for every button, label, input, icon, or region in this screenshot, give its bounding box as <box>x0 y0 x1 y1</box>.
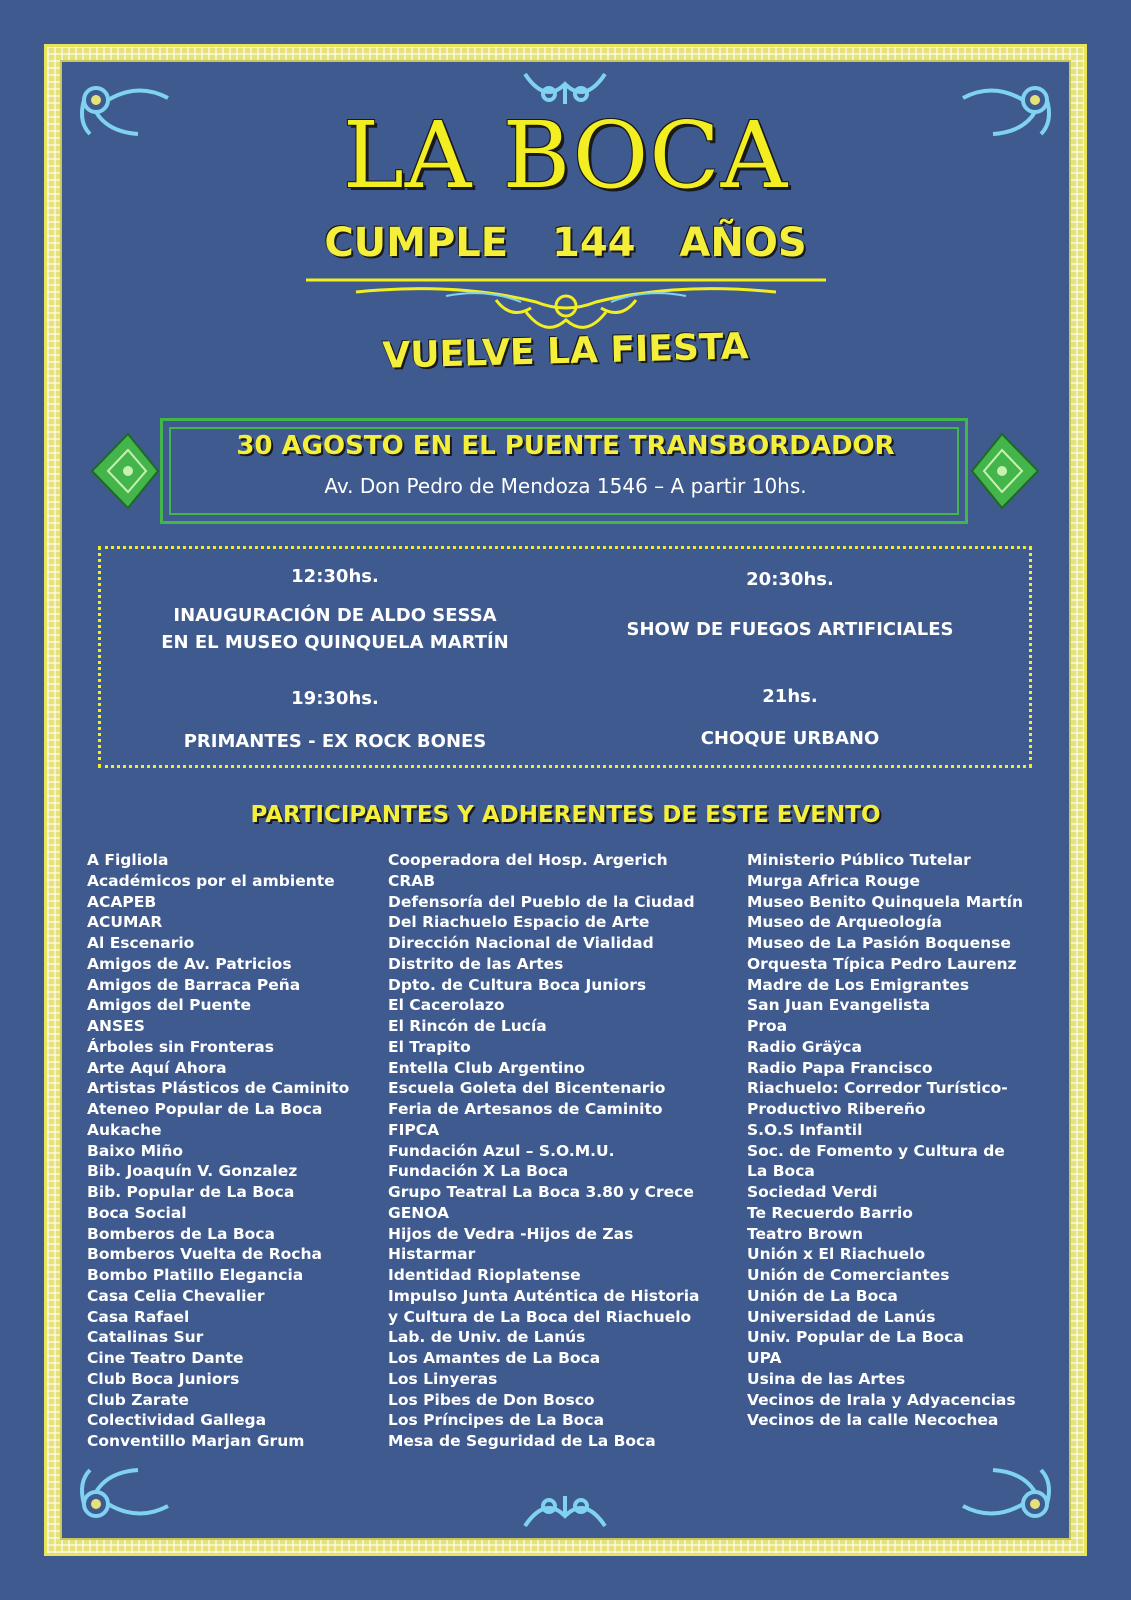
participants-column-2 <box>388 850 699 1452</box>
schedule-activity-line: PRIMANTES - EX ROCK BONES <box>183 731 487 752</box>
participant-item: Mesa de Seguridad de La Boca <box>388 1432 656 1450</box>
participant-item: Unión de Comerciantes <box>747 1266 950 1284</box>
participant-item: FIPCA <box>388 1120 440 1139</box>
event-date-location: 30 AGOSTO EN EL PUENTE TRANSBORDADOR <box>236 431 895 461</box>
participant-item: Murga Africa Rouge <box>747 871 921 890</box>
participant-item: Unión de La Boca <box>747 1286 898 1305</box>
participant-item: Arte Aquí Ahora <box>87 1058 227 1077</box>
participant-item: Univ. Popular de La Boca <box>747 1328 964 1347</box>
schedule-activity-line: SHOW DE FUEGOS ARTIFICIALES <box>626 619 954 640</box>
participant-item: Te Recuerdo Barrio <box>747 1203 913 1222</box>
participant-item: Vecinos de la calle Necochea <box>747 1411 999 1430</box>
participant-item: Amigos de Av. Patricios <box>87 954 292 973</box>
participant-item: Museo de Arqueología <box>747 913 943 932</box>
participant-item: CRAB <box>388 871 436 890</box>
participant-item: Dirección Nacional de Vialidad <box>388 934 654 952</box>
participant-item: Teatro Brown <box>747 1224 864 1243</box>
participant-item: ACUMAR <box>87 913 163 932</box>
participant-item: Grupo Teatral La Boca 3.80 y Crece <box>388 1183 694 1201</box>
participant-item: Orquesta Típica Pedro Laurenz <box>747 954 1017 973</box>
participant-item: UPA <box>747 1349 782 1367</box>
participant-item: Soc. de Fomento y Cultura de <box>747 1141 1005 1160</box>
participant-item: El Trapito <box>388 1037 471 1056</box>
participant-item: Árboles sin Fronteras <box>87 1037 274 1056</box>
participant-item: Del Riachuelo Espacio de Arte <box>388 913 650 932</box>
participant-item: Ministerio Público Tutelar <box>747 851 971 869</box>
participant-item: Aukache <box>87 1120 162 1139</box>
participant-item: Cooperadora del Hosp. Argerich <box>388 851 668 869</box>
participant-item: Escuela Goleta del Bicentenario <box>388 1079 666 1098</box>
participant-item: Fundación Azul – S.O.M.U. <box>388 1141 615 1160</box>
schedule-activity <box>110 602 560 656</box>
participant-item: Distrito de las Artes <box>388 954 564 973</box>
schedule-time: 12:30hs. <box>291 566 379 587</box>
participant-item: La Boca <box>747 1162 815 1181</box>
event-address: Av. Don Pedro de Mendoza 1546 – A partir 10hs. <box>324 474 807 498</box>
participant-item: Unión x El Riachuelo <box>747 1245 926 1264</box>
participant-item: Los Linyeras <box>388 1369 498 1388</box>
schedule-activity <box>565 616 1015 643</box>
participant-item: Baixo Miño <box>87 1141 184 1160</box>
participant-item: Museo de La Pasión Boquense <box>747 934 1011 952</box>
participant-item: Fundación X La Boca <box>388 1162 569 1181</box>
participant-item: Los Príncipes de La Boca <box>388 1411 605 1430</box>
participant-item: Amigos de Barraca Peña <box>87 975 301 994</box>
participant-item: Productivo Ribereño <box>747 1100 926 1118</box>
schedule-activity-line: CHOQUE URBANO <box>700 728 880 749</box>
schedule-activity-line: INAUGURACIÓN DE ALDO SESSA <box>173 605 497 626</box>
participant-item: Usina de las Artes <box>747 1369 906 1388</box>
participant-item: ACAPEB <box>87 892 157 911</box>
scroll-ornament-icon <box>68 1462 178 1532</box>
participant-item: Al Escenario <box>87 934 195 952</box>
participant-item: Amigos del Puente <box>87 996 252 1015</box>
participants-column-1 <box>87 850 349 1452</box>
participant-item: Cine Teatro Dante <box>87 1349 244 1367</box>
participant-item: El Cacerolazo <box>388 996 505 1015</box>
anniversary-subtitle: CUMPLE 144 AÑOS <box>324 220 807 266</box>
participant-item: Bib. Joaquín V. Gonzalez <box>87 1162 298 1181</box>
schedule-time: 20:30hs. <box>746 569 834 590</box>
participant-item: Colectividad Gallega <box>87 1411 267 1430</box>
participant-item: GENOA <box>388 1203 450 1222</box>
participant-item: Bib. Popular de La Boca <box>87 1183 295 1201</box>
participant-item: Riachuelo: Corredor Turístico- <box>747 1079 1008 1098</box>
participant-item: Académicos por el ambiente <box>87 871 335 890</box>
participants-title: PARTICIPANTES Y ADHERENTES DE ESTE EVENTO <box>250 802 881 828</box>
participant-item: Club Boca Juniors <box>87 1369 240 1388</box>
participant-item: Madre de Los Emigrantes <box>747 975 970 994</box>
scroll-ornament-icon <box>953 1462 1063 1532</box>
participant-item: Hijos de Vedra -Hijos de Zas <box>388 1224 634 1243</box>
participant-item: Impulso Junta Auténtica de Historia <box>388 1286 700 1305</box>
participant-item: ANSES <box>87 1017 145 1035</box>
participant-item: A Figliola <box>87 851 169 869</box>
participant-item: Club Zarate <box>87 1390 189 1409</box>
participant-item: Sociedad Verdi <box>747 1183 878 1201</box>
participants-column-3 <box>747 850 1023 1431</box>
participant-item: Defensoría del Pueblo de la Ciudad <box>388 892 695 911</box>
schedule-activity <box>565 725 1015 752</box>
schedule-activity <box>110 728 560 755</box>
participant-item: Vecinos de Irala y Adyacencias <box>747 1390 1016 1409</box>
participant-item: y Cultura de La Boca del Riachuelo <box>388 1307 692 1326</box>
participant-item: Radio Papa Francisco <box>747 1058 933 1077</box>
participant-item: Histarmar <box>388 1245 476 1264</box>
poster-title: LA BOCA <box>342 102 789 209</box>
participant-item: Bomberos de La Boca <box>87 1224 275 1243</box>
participant-item: Identidad Rioplatense <box>388 1266 581 1284</box>
participant-item: Casa Celia Chevalier <box>87 1286 265 1305</box>
participant-item: Dpto. de Cultura Boca Juniors <box>388 975 647 994</box>
participant-item: Lab. de Univ. de Lanús <box>388 1328 586 1347</box>
participant-item: Entella Club Argentino <box>388 1058 585 1077</box>
participant-item: Universidad de Lanús <box>747 1307 936 1326</box>
participant-item: Ateneo Popular de La Boca <box>87 1100 323 1118</box>
participant-item: El Rincón de Lucía <box>388 1017 547 1035</box>
participant-item: Bombo Platillo Elegancia <box>87 1266 304 1284</box>
schedule-time: 19:30hs. <box>291 688 379 709</box>
participant-item: Radio Gräÿca <box>747 1037 862 1056</box>
participant-item: Bomberos Vuelta de Rocha <box>87 1245 322 1264</box>
participant-item: Museo Benito Quinquela Martín <box>747 892 1024 911</box>
participant-item: Boca Social <box>87 1203 187 1222</box>
participant-item: Feria de Artesanos de Caminito <box>388 1100 663 1118</box>
participant-item: Conventillo Marjan Grum <box>87 1432 305 1450</box>
participant-item: Los Amantes de La Boca <box>388 1349 601 1367</box>
crown-ornament-icon <box>515 1490 615 1536</box>
participant-item: Catalinas Sur <box>87 1328 204 1347</box>
tagline: VUELVE LA FIESTA <box>381 326 750 377</box>
participant-item: Casa Rafael <box>87 1307 190 1326</box>
participant-item: Los Pibes de Don Bosco <box>388 1390 595 1409</box>
participant-item: San Juan Evangelista <box>747 996 931 1015</box>
schedule-activity-line: EN EL MUSEO QUINQUELA MARTÍN <box>161 632 509 653</box>
schedule-time: 21hs. <box>762 686 818 707</box>
participant-item: S.O.S Infantil <box>747 1120 863 1139</box>
participant-item: Proa <box>747 1017 788 1035</box>
participant-item: Artistas Plásticos de Caminito <box>87 1079 350 1098</box>
